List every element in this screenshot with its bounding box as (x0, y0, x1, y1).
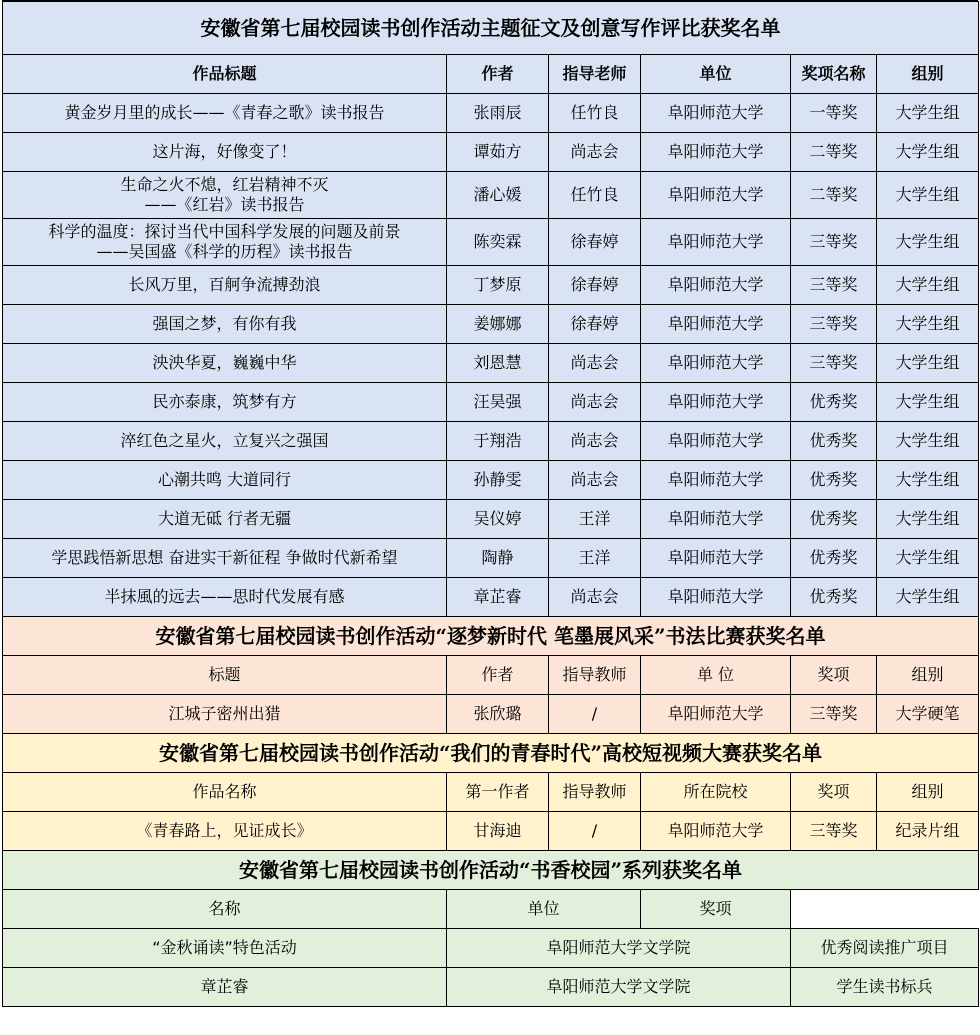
table-cell[interactable]: 纪录片组 (877, 812, 979, 851)
table-cell[interactable]: 大学生组 (877, 266, 979, 305)
table-cell[interactable]: 大学生组 (877, 94, 979, 133)
column-header[interactable]: 作者 (447, 55, 549, 94)
table-cell[interactable]: 徐春婷 (549, 305, 641, 344)
table-cell[interactable]: 《青春路上，见证成长》 (3, 812, 447, 851)
column-header[interactable]: 指导教师 (549, 656, 641, 695)
table-cell[interactable]: 阜阳师范大学文学院 (447, 929, 791, 968)
column-header[interactable]: 单 位 (641, 656, 791, 695)
column-header[interactable]: 单位 (641, 55, 791, 94)
table-cell[interactable]: 阜阳师范大学 (641, 344, 791, 383)
section1-header-row (3, 55, 979, 94)
table-cell[interactable]: 谭茹方 (447, 133, 549, 172)
column-header[interactable]: 作品名称 (3, 773, 447, 812)
table-cell[interactable]: 尚志会 (549, 133, 641, 172)
table-cell[interactable]: 阜阳师范大学 (641, 695, 791, 734)
table-cell[interactable]: 王洋 (549, 539, 641, 578)
table-cell[interactable]: 生命之火不熄，红岩精神不灭 ——《红岩》读书报告 (3, 172, 447, 219)
table-cell[interactable]: 张欣璐 (447, 695, 549, 734)
table-cell[interactable]: 阜阳师范大学 (641, 219, 791, 266)
column-header[interactable]: 作者 (447, 656, 549, 695)
table-cell[interactable]: 于翔浩 (447, 422, 549, 461)
table-row (3, 695, 979, 734)
section1-title-row (3, 2, 979, 55)
table-row (3, 500, 979, 539)
table-cell[interactable]: 大学生组 (877, 500, 979, 539)
table-row (3, 266, 979, 305)
table-cell[interactable]: 泱泱华夏，巍巍中华 (3, 344, 447, 383)
column-header[interactable]: 指导老师 (549, 55, 641, 94)
table-cell[interactable]: 尚志会 (549, 422, 641, 461)
column-header[interactable]: 组别 (877, 656, 979, 695)
table-cell[interactable]: 阜阳师范大学 (641, 422, 791, 461)
table-row (3, 812, 979, 851)
table-cell[interactable]: 尚志会 (549, 578, 641, 617)
table-cell[interactable]: 优秀奖 (791, 383, 877, 422)
table-cell[interactable]: 优秀阅读推广项目 (791, 929, 979, 968)
column-header[interactable]: 组别 (877, 773, 979, 812)
table-row (3, 422, 979, 461)
table-cell[interactable]: 三等奖 (791, 305, 877, 344)
table-cell[interactable]: 章芷睿 (447, 578, 549, 617)
table-row (3, 344, 979, 383)
table-cell[interactable]: 大学生组 (877, 133, 979, 172)
table-cell[interactable]: 科学的温度：探讨当代中国科学发展的问题及前景 ——吴国盛《科学的历程》读书报告 (3, 219, 447, 266)
table-cell[interactable]: 大道无砥 行者无疆 (3, 500, 447, 539)
table-cell[interactable]: 学生读书标兵 (791, 968, 979, 1007)
section4-title-row (3, 851, 979, 890)
table-cell[interactable]: 陈奕霖 (447, 219, 549, 266)
table-cell[interactable]: 阜阳师范大学 (641, 266, 791, 305)
table-row (3, 968, 979, 1007)
table-cell[interactable]: 阜阳师范大学 (641, 383, 791, 422)
table-row (3, 94, 979, 133)
table-cell[interactable]: 陶静 (447, 539, 549, 578)
table-cell[interactable]: 优秀奖 (791, 422, 877, 461)
table-row (3, 578, 979, 617)
table-cell[interactable]: 学思践悟新思想 奋进实干新征程 争做时代新希望 (3, 539, 447, 578)
column-header[interactable]: 奖项名称 (791, 55, 877, 94)
table-cell[interactable]: 这片海，好像变了！ (3, 133, 447, 172)
column-header[interactable]: 奖项 (641, 890, 791, 929)
table-cell[interactable]: / (549, 812, 641, 851)
awards-table (2, 1, 979, 1007)
table-row (3, 172, 979, 219)
column-header[interactable]: 指导教师 (549, 773, 641, 812)
table-cell[interactable]: 心潮共鸣 大道同行 (3, 461, 447, 500)
table-cell[interactable]: 王洋 (549, 500, 641, 539)
section2-header-row (3, 656, 979, 695)
table-cell[interactable]: 民亦泰康，筑梦有方 (3, 383, 447, 422)
table-cell[interactable]: 潘心媛 (447, 172, 549, 219)
table-row (3, 383, 979, 422)
table-cell[interactable]: 大学生组 (877, 461, 979, 500)
table-cell[interactable]: 阜阳师范大学 (641, 578, 791, 617)
column-header[interactable]: 标题 (3, 656, 447, 695)
table-cell[interactable]: 吴仪婷 (447, 500, 549, 539)
table-cell[interactable]: 大学生组 (877, 172, 979, 219)
table-cell[interactable]: 大学生组 (877, 539, 979, 578)
table-cell[interactable]: 刘恩慧 (447, 344, 549, 383)
table-cell[interactable]: / (549, 695, 641, 734)
table-row (3, 305, 979, 344)
table-cell[interactable]: 强国之梦，有你有我 (3, 305, 447, 344)
table-cell[interactable]: 大学硬笔 (877, 695, 979, 734)
table-cell[interactable]: 江城子密州出猎 (3, 695, 447, 734)
table-cell[interactable]: 二等奖 (791, 133, 877, 172)
section3-header-row (3, 773, 979, 812)
table-cell[interactable]: 三等奖 (791, 812, 877, 851)
table-cell[interactable]: 大学生组 (877, 383, 979, 422)
table-cell[interactable]: 尚志会 (549, 383, 641, 422)
table-row (3, 929, 979, 968)
table-cell[interactable]: 姜娜娜 (447, 305, 549, 344)
table-cell[interactable]: 优秀奖 (791, 539, 877, 578)
section-title[interactable]: 安徽省第七届校园读书创作活动“我们的青春时代”高校短视频大赛获奖名单 (3, 734, 979, 773)
table-cell[interactable]: 阜阳师范大学 (641, 812, 791, 851)
table-cell[interactable]: 任竹良 (549, 94, 641, 133)
table-cell[interactable]: 阜阳师范大学 (641, 539, 791, 578)
section-title[interactable]: 安徽省第七届校园读书创作活动“逐梦新时代 笔墨展风采”书法比赛获奖名单 (3, 617, 979, 656)
table-cell[interactable]: 尚志会 (549, 344, 641, 383)
column-header[interactable]: 单位 (447, 890, 641, 929)
table-cell[interactable]: 三等奖 (791, 695, 877, 734)
table-cell[interactable]: 二等奖 (791, 172, 877, 219)
column-header[interactable]: 奖项 (791, 656, 877, 695)
table-cell[interactable]: 大学生组 (877, 578, 979, 617)
column-header[interactable]: 组别 (877, 55, 979, 94)
table-cell[interactable]: 汪昊强 (447, 383, 549, 422)
column-header[interactable]: 第一作者 (447, 773, 549, 812)
table-cell[interactable]: 尚志会 (549, 461, 641, 500)
table-cell[interactable]: 优秀奖 (791, 578, 877, 617)
table-cell[interactable]: 三等奖 (791, 266, 877, 305)
table-cell[interactable]: 大学生组 (877, 219, 979, 266)
table-cell[interactable]: 大学生组 (877, 344, 979, 383)
table-cell[interactable]: 孙静雯 (447, 461, 549, 500)
table-cell[interactable]: 阜阳师范大学文学院 (447, 968, 791, 1007)
table-cell[interactable]: 长风万里，百舸争流搏劲浪 (3, 266, 447, 305)
table-cell[interactable]: 阜阳师范大学 (641, 133, 791, 172)
table-cell[interactable]: 优秀奖 (791, 500, 877, 539)
table-cell[interactable]: 淬红色之星火，立复兴之强国 (3, 422, 447, 461)
table-row (3, 219, 979, 266)
table-cell[interactable]: 大学生组 (877, 305, 979, 344)
column-header[interactable]: 名称 (3, 890, 447, 929)
table-cell[interactable]: 三等奖 (791, 344, 877, 383)
table-cell[interactable]: 张雨辰 (447, 94, 549, 133)
column-header[interactable]: 作品标题 (3, 55, 447, 94)
table-cell[interactable]: 优秀奖 (791, 461, 877, 500)
table-cell[interactable]: 大学生组 (877, 422, 979, 461)
column-header[interactable]: 所在院校 (641, 773, 791, 812)
table-cell[interactable]: 黄金岁月里的成长——《青春之歌》读书报告 (3, 94, 447, 133)
table-cell[interactable]: 阜阳师范大学 (641, 305, 791, 344)
table-cell[interactable]: “金秋诵读”特色活动 (3, 929, 447, 968)
table-row (3, 133, 979, 172)
table-cell[interactable]: 徐春婷 (549, 266, 641, 305)
section-title[interactable]: 安徽省第七届校园读书创作活动主题征文及创意写作评比获奖名单 (3, 2, 979, 55)
table-cell[interactable]: 章芷睿 (3, 968, 447, 1007)
table-cell[interactable]: 阜阳师范大学 (641, 94, 791, 133)
table-cell[interactable]: 一等奖 (791, 94, 877, 133)
table-row (3, 539, 979, 578)
table-cell[interactable]: 徐春婷 (549, 219, 641, 266)
section-title[interactable]: 安徽省第七届校园读书创作活动“书香校园”系列获奖名单 (3, 851, 979, 890)
section3-title-row (3, 734, 979, 773)
column-header[interactable]: 奖项 (791, 773, 877, 812)
table-cell[interactable]: 阜阳师范大学 (641, 500, 791, 539)
section2-title-row (3, 617, 979, 656)
section4-header-row (3, 890, 979, 929)
spreadsheet (2, 0, 978, 1007)
table-row (3, 461, 979, 500)
table-cell[interactable]: 阜阳师范大学 (641, 172, 791, 219)
table-cell[interactable]: 阜阳师范大学 (641, 461, 791, 500)
table-cell[interactable]: 半抹風的远去——思时代发展有感 (3, 578, 447, 617)
table-cell[interactable]: 三等奖 (791, 219, 877, 266)
table-cell[interactable]: 任竹良 (549, 172, 641, 219)
table-cell[interactable]: 丁梦原 (447, 266, 549, 305)
table-cell[interactable]: 甘海迪 (447, 812, 549, 851)
